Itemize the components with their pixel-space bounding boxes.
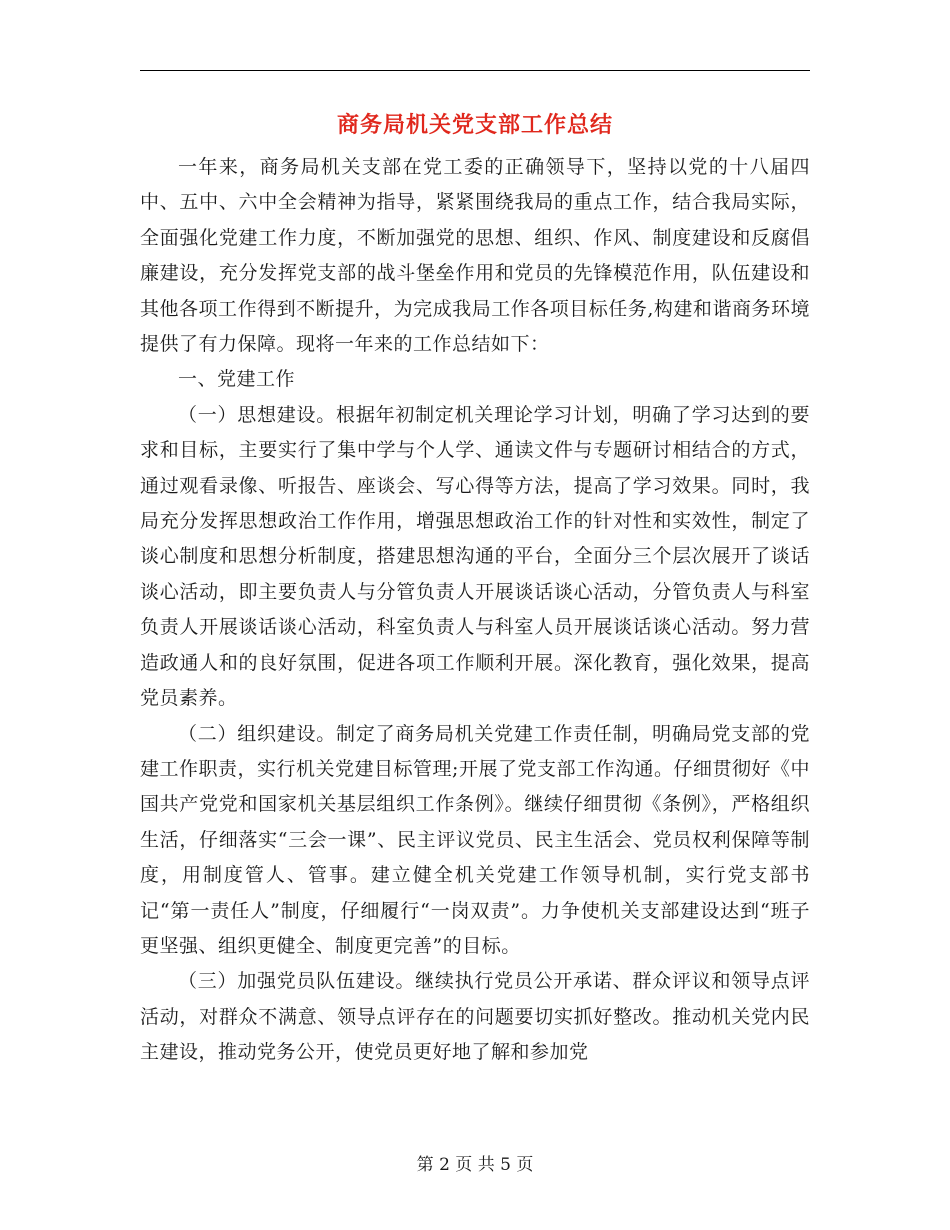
paragraph-member-team-building: （三）加强党员队伍建设。继续执行党员公开承诺、群众评议和领导点评活动，对群众不满意、领导点评存在的问题要切实抓好整改。推动机关党内民主建设，推动党务公开，使党员更好地了解和参加党 xyxy=(140,970,810,1064)
section-heading-party-building: 一、党建工作 xyxy=(178,368,296,391)
document-body xyxy=(140,150,810,1071)
paragraph-ideological-building: （一）思想建设。根据年初制定机关理论学习计划，明确了学习达到的要求和目标，主要实行了集中学与个人学、通读文件与专题研讨相结合的方式，通过观看录像、听报告、座谈会、写心得等方法，提高了学习效果。同时，我局充分发挥思想政治工作作用，增强思想政治工作的针对性和实效性，制定了谈心制度和思想分析制度，搭建思想沟通的平台，全面分三个层次展开了谈话谈心活动，即主要负责人与分管负责人开展谈话谈心活动，分管负责人与科室负责人开展谈话谈心活动，科室负责人与科室人员开展谈话谈心活动。努力营造政通人和的良好氛围，促进各项工作顺利开展。深化教育，强化效果，提高党员素养。 xyxy=(140,403,810,710)
document-title: 商务局机关党支部工作总结 xyxy=(336,112,613,138)
paragraph-organizational-building: （二）组织建设。制定了商务局机关党建工作责任制，明确局党支部的党建工作职责，实行机关党建目标管理;开展了党支部工作沟通。仔细贯彻好《中国共产党党和国家机关基层组织工作条例》。继续仔细贯彻《条例》，严格组织生活，仔细落实“三会一课”、民主评议党员、民主生活会、党员权利保障等制度，用制度管人、管事。建立健全机关党建工作领导机制，实行党支部书记“第一责任人”制度，仔细履行“一岗双责”。力争使机关支部建设达到“班子更坚强、组织更健全、制度更完善”的目标。 xyxy=(140,722,810,957)
paragraph-intro: 一年来，商务局机关支部在党工委的正确领导下，坚持以党的十八届四中、五中、六中全会精神为指导，紧紧围绕我局的重点工作，结合我局实际，全面强化党建工作力度，不断加强党的思想、组织、作风、制度建设和反腐倡廉建设，充分发挥党支部的战斗堡垒作用和党员的先锋模范作用，队伍建设和其他各项工作得到不断提升，为完成我局工作各项目标任务,构建和谐商务环境提供了有力保障。现将一年来的工作总结如下： xyxy=(140,156,810,356)
page-number-footer: 第 2 页 共 5 页 xyxy=(416,1155,534,1175)
header-rule xyxy=(140,70,810,71)
